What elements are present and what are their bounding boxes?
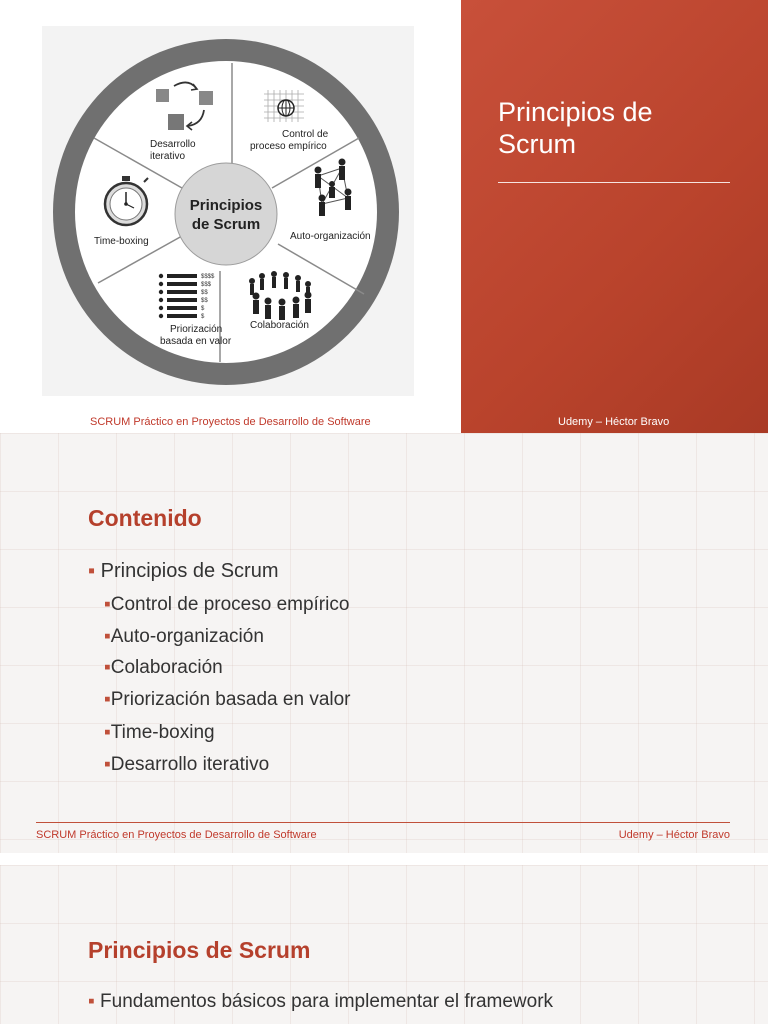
- price-label: $$: [201, 290, 208, 296]
- bullet-text: Colaboración: [110, 657, 223, 678]
- footer-author: Udemy – Héctor Bravo: [558, 416, 670, 428]
- footer-divider: [36, 822, 730, 823]
- footer-course-name: SCRUM Práctico en Proyectos de Desarrollo de Software: [36, 829, 317, 841]
- center-label-line-2: de Scrum: [191, 216, 261, 233]
- sub-bullet-item: [104, 657, 223, 679]
- title-underline: [498, 182, 730, 183]
- price-label: $: [201, 314, 205, 320]
- price-label: $$: [201, 298, 208, 304]
- bullet-item: [88, 560, 279, 583]
- bullet-marker: ▪: [104, 657, 111, 678]
- price-label: $$$: [201, 282, 212, 288]
- bullet-marker: ▪: [104, 689, 111, 710]
- title-panel: [461, 0, 768, 433]
- bullet-text: Desarrollo iterativo: [110, 754, 270, 775]
- center-circle: [175, 163, 277, 265]
- center-label-line-1: Principios: [189, 197, 263, 214]
- sub-bullet-item: [104, 626, 264, 648]
- sub-bullet-item: [104, 594, 349, 616]
- slide-principios: [0, 865, 768, 1024]
- bullet-text: Priorización basada en valor: [110, 689, 351, 710]
- bullet-item: [88, 991, 553, 1013]
- bullet-text: Control de proceso empírico: [110, 594, 350, 615]
- bullet-marker: ▪: [88, 991, 101, 1012]
- slide-title: [0, 0, 768, 433]
- slide-title-text: Principios de Scrum: [498, 97, 653, 159]
- bullet-marker: ▪: [104, 722, 111, 743]
- price-label: $$$$: [201, 274, 215, 280]
- bullet-marker: ▪: [104, 754, 111, 775]
- bullet-text: Principios de Scrum: [100, 560, 279, 582]
- slide-heading: Principios de Scrum: [88, 937, 311, 963]
- bullet-marker: ▪: [88, 560, 101, 582]
- sub-bullet-item: [104, 689, 351, 711]
- segment-label-desarrollo-line-1: Desarrollo: [150, 139, 196, 150]
- segment-label-auto-line-1: Auto-organización: [290, 231, 371, 242]
- segment-label-control-line-1: Control de: [282, 129, 329, 140]
- bullet-marker: ▪: [104, 626, 111, 647]
- price-label: $: [201, 306, 205, 312]
- segment-label-desarrollo-line-2: iterativo: [150, 151, 186, 162]
- segment-label-colab-line-1: Colaboración: [250, 320, 309, 331]
- slide-heading: Contenido: [88, 505, 202, 531]
- slide-contenido: [0, 433, 768, 865]
- sub-bullet-item: [104, 722, 215, 744]
- segment-label-control-line-2: proceso empírico: [250, 141, 327, 152]
- bullet-marker: ▪: [104, 594, 111, 615]
- slide-gap: [0, 853, 768, 865]
- bullet-text: Auto-organización: [110, 626, 264, 647]
- scrum-principles-diagram: [42, 26, 414, 396]
- sub-bullet-item: [104, 754, 269, 776]
- segment-label-timeboxing-line-1: Time-boxing: [94, 236, 149, 247]
- bullet-text: Fundamentos básicos para implementar el framework: [100, 991, 554, 1012]
- footer-author: Udemy – Héctor Bravo: [618, 829, 730, 841]
- segment-label-priorizacion-line-1: Priorización: [170, 324, 223, 335]
- segment-label-priorizacion-line-2: basada en valor: [160, 336, 232, 347]
- bullet-text: Time-boxing: [110, 722, 215, 743]
- footer-course-name: SCRUM Práctico en Proyectos de Desarrollo de Software: [90, 416, 371, 428]
